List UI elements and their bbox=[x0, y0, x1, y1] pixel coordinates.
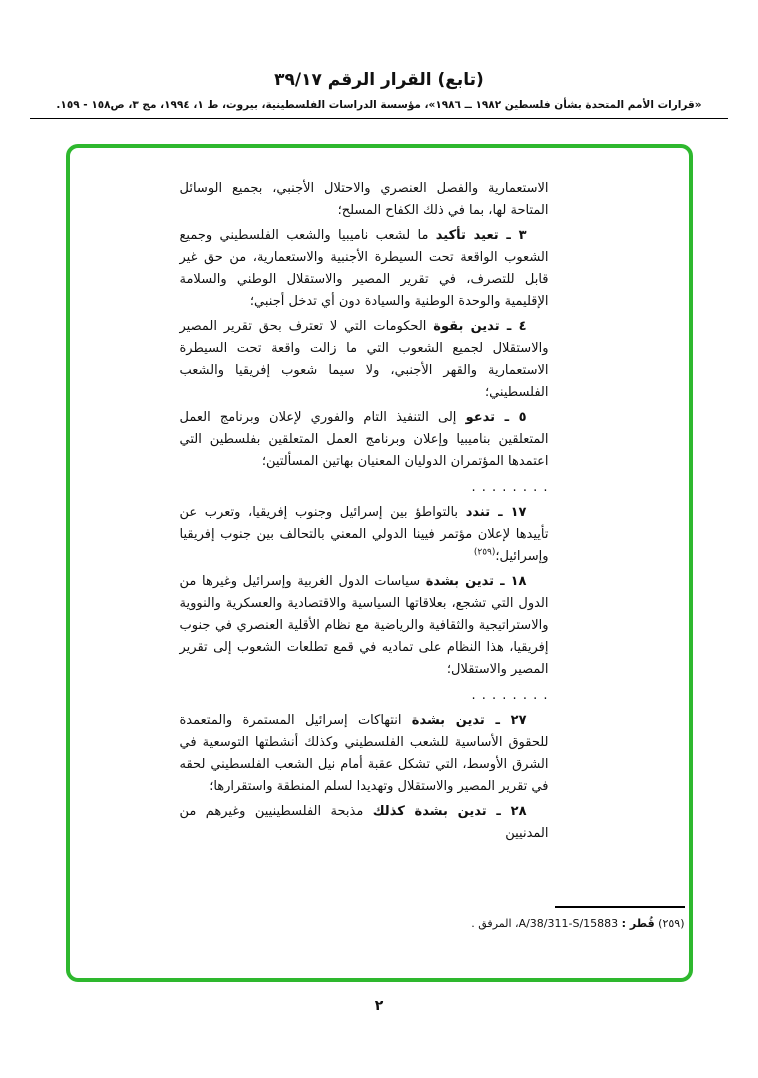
clause-text: سياسات الدول الغربية وإسرائيل وغيرها من الدول التي تشجع، بعلاقاتها السياسية والاقتصادية والعسكرية والنووية والاستراتيجية والثقافية والرياضية مع نظام الأقلية العنصري في جنوب إفريقيا، هذا النظام على تماديه في قمع تطلعات الشعوب إلى تقرير المصير والاستقلال؛ bbox=[179, 574, 549, 677]
source-citation: «قرارات الأمم المتحدة بشأن فلسطين ١٩٨٢ ــ ١٩٨٦»، مؤسسة الدراسات الفلسطينية، بيروت، ط ١، ١٩٩٤، مج ٣، ص١٥٨ - ١٥٩. bbox=[56, 99, 702, 111]
clause-lead bbox=[433, 319, 526, 334]
clause-text: بالتواطؤ بين إسرائيل وجنوب إفريقيا، وتعرب عن تأييدها لإعلان مؤتمر فيينا الدولي المعني بالتحالف بين جنوب إفريقيا وإسرائيل؛ bbox=[179, 505, 549, 564]
dash: ـ bbox=[500, 574, 505, 589]
clause-lead bbox=[426, 574, 527, 589]
page-number: ٢ bbox=[374, 998, 384, 1014]
clause-text: الاستعمارية والفصل العنصري والاحتلال الأجنبي، بجميع الوسائل المتاحة لها، بما في ذلك الكفاح المسلح؛ bbox=[179, 181, 549, 218]
resolution-clause-28 bbox=[180, 801, 549, 845]
dash: ـ bbox=[506, 228, 511, 243]
clause-text: انتهاكات إسرائيل المستمرة والمتعمدة للحقوق الأساسية للشعب الفلسطيني وكذلك أنشطتها التوسعية في الشرق الأوسط، التي تشكل عقبة أمام نيل الشعب الفلسطيني لحقه في تقرير المصير والاستقلال وتهديدا لسلم المنطقة واستقرارها؛ bbox=[179, 713, 549, 794]
resolution-clause-3 bbox=[180, 225, 549, 313]
footnote-label: قُطر : bbox=[621, 917, 655, 930]
clause-text: مذبحة الفلسطينيين وغيرهم من المدنيين bbox=[179, 804, 549, 841]
clause-number: ٥ bbox=[518, 410, 527, 425]
clause-number: ١٧ bbox=[510, 505, 527, 520]
resolution-text bbox=[70, 148, 689, 845]
clause-verb: تدين بشدة bbox=[425, 574, 495, 589]
resolution-clause-17 bbox=[180, 502, 549, 568]
clause-number: ٣ bbox=[518, 228, 527, 243]
dash: ـ bbox=[504, 410, 510, 425]
clause-verb: تدين بشدة كذلك bbox=[372, 804, 487, 819]
dash: ـ bbox=[496, 804, 501, 819]
dash: ـ bbox=[498, 505, 503, 520]
clause-lead bbox=[466, 505, 527, 520]
footnote bbox=[90, 906, 685, 930]
footnote-marker: (٢٥٩) bbox=[658, 917, 685, 930]
clause-lead bbox=[466, 410, 527, 425]
clause-verb: تندد bbox=[465, 505, 491, 520]
footnote-reference: (٢٥٩) bbox=[473, 547, 496, 558]
resolution-clause-5 bbox=[180, 407, 549, 473]
clause-number: ٢٧ bbox=[510, 713, 527, 728]
clause-verb: تعيد تأكيد bbox=[435, 228, 499, 243]
page-title: (تابع) القرار الرقم ٣٩/١٧ bbox=[274, 70, 484, 90]
dash: ـ bbox=[506, 319, 512, 334]
clause-text: إلى التنفيذ التام والفوري لإعلان وبرنامج العمل المتعلقين بناميبيا وإعلان وبرنامج العمل المتعلقين بفلسطين التي اعتمدها المؤتمران الدوليان المعنيان بهاتين المسألتين؛ bbox=[179, 410, 549, 469]
ellipsis-separator: . . . . . . . . bbox=[471, 688, 549, 703]
clause-number: ٤ bbox=[518, 319, 527, 334]
resolution-clause-27 bbox=[180, 710, 549, 798]
content-border-box bbox=[66, 144, 693, 982]
clause-number: ٢٨ bbox=[510, 804, 527, 819]
header-divider bbox=[30, 118, 728, 119]
clause-number: ١٨ bbox=[510, 574, 527, 589]
resolution-clause-continuation bbox=[180, 178, 549, 222]
clause-verb: تدين بشدة bbox=[411, 713, 485, 728]
document-symbol: A/38/311-S/15883 bbox=[518, 917, 619, 930]
clause-lead bbox=[373, 804, 527, 819]
resolution-clause-4 bbox=[180, 316, 549, 404]
resolution-clause-18 bbox=[180, 571, 549, 681]
ellipsis-separator: . . . . . . . . bbox=[471, 480, 549, 495]
clause-verb: تدين بقوة bbox=[433, 319, 500, 334]
clause-text: ما لشعب ناميبيا والشعب الفلسطيني وجميع الشعوب الواقعة تحت السيطرة الأجنبية والاستعمارية، من حق غير قابل للتصرف، في تقرير المصير والاستقلال الوطني والسلامة الإقليمية والوحدة الوطنية والسيادة دون أي تدخل أجنبي؛ bbox=[179, 228, 549, 309]
footnote-text bbox=[90, 917, 685, 930]
page-header bbox=[0, 0, 758, 119]
footnote-suffix: ، المرفق . bbox=[471, 917, 519, 930]
dash: ـ bbox=[495, 713, 500, 728]
clause-text: الحكومات التي لا تعترف بحق تقرير المصير والاستقلال لجميع الشعوب التي ما زالت واقعة تحت السيطرة الاستعمارية والقهر الأجنبي، ولا سيما شعوب إفريقيا والشعب الفلسطيني؛ bbox=[179, 319, 549, 400]
clause-lead bbox=[436, 228, 527, 243]
clause-lead bbox=[412, 713, 527, 728]
clause-verb: تدعو bbox=[465, 410, 495, 425]
footnote-divider bbox=[555, 906, 685, 908]
